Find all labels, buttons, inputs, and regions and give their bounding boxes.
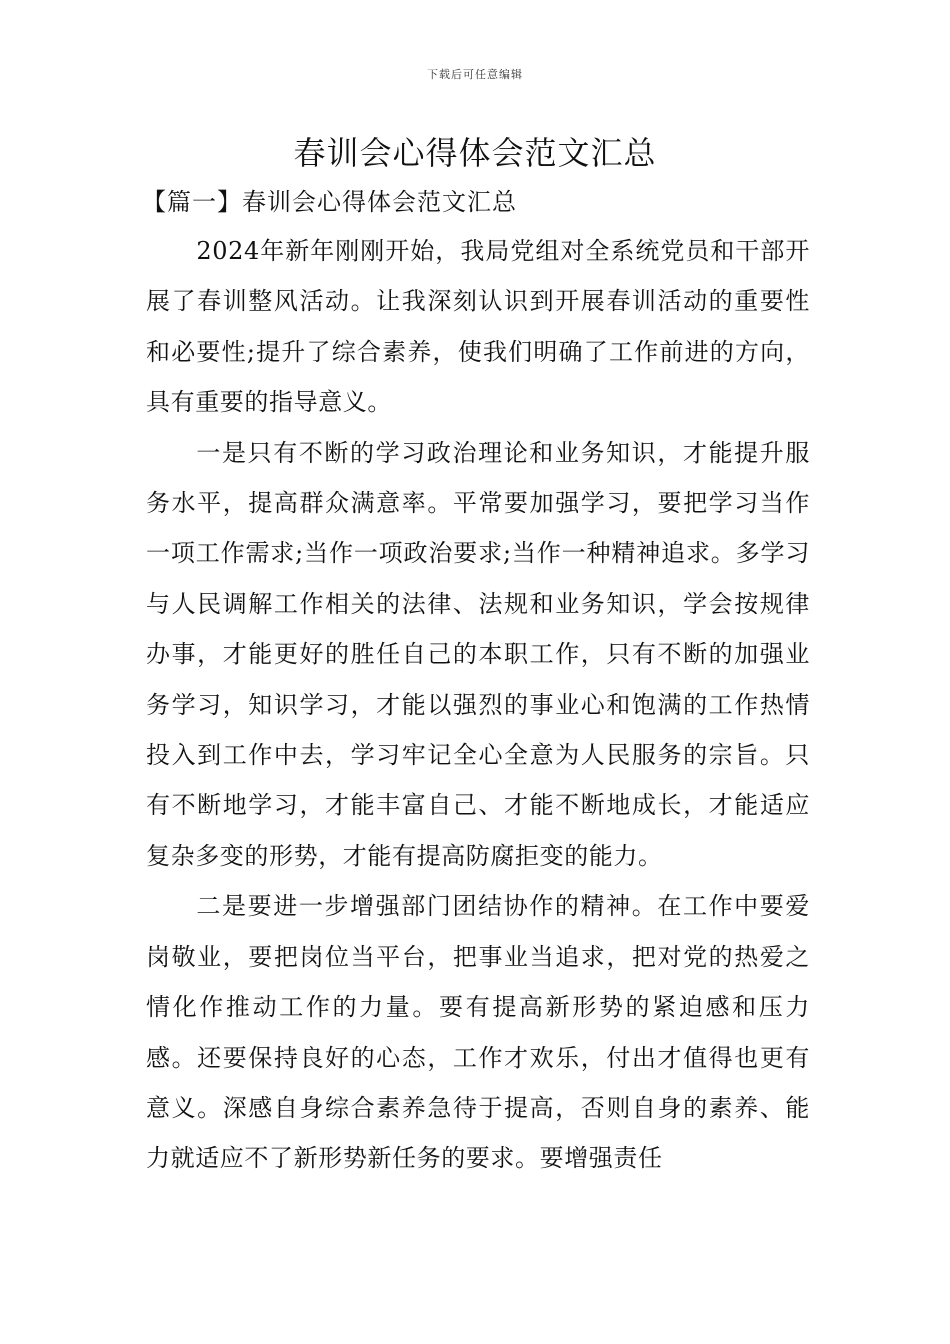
- paragraph-point-one: 一是只有不断的学习政治理论和业务知识，才能提升服务水平，提高群众满意率。平常要加强学习，要把学习当作一项工作需求;当作一项政治要求;当作一种精神追求。多学习与人民调解工作相关的法律、法规和业务知识，学会按规律办事，才能更好的胜任自己的本职工作，只有不断的加强业务学习，知识学习，才能以强烈的事业心和饱满的工作热情投入到工作中去，学习牢记全心全意为人民服务的宗旨。只有不断地学习，才能丰富自己、才能不断地成长，才能适应复杂多变的形势，才能有提高防腐拒变的能力。: [146, 438, 810, 870]
- paragraph-intro: 2024年新年刚刚开始，我局党组对全系统党员和干部开展了春训整风活动。让我深刻认识到开展春训活动的重要性和必要性;提升了综合素养，使我们明确了工作前进的方向，具有重要的指导意义。: [146, 237, 810, 417]
- document-title: 春训会心得体会范文汇总: [293, 134, 657, 172]
- download-note: 下载后可任意编辑: [427, 68, 523, 81]
- paragraph-point-two: 二是要进一步增强部门团结协作的精神。在工作中要爱岗敬业，要把岗位当平台，把事业当追求，把对党的热爱之情化作推动工作的力量。要有提高新形势的紧迫感和压力感。还要保持良好的心态，工作才欢乐，付出才值得也更有意义。深感自身综合素养急待于提高，否则自身的素养、能力就适应不了新形势新任务的要求。要增强责任: [146, 892, 810, 1173]
- section-heading: 【篇一】春训会心得体会范文汇总: [142, 188, 517, 216]
- document-body: [146, 226, 810, 1184]
